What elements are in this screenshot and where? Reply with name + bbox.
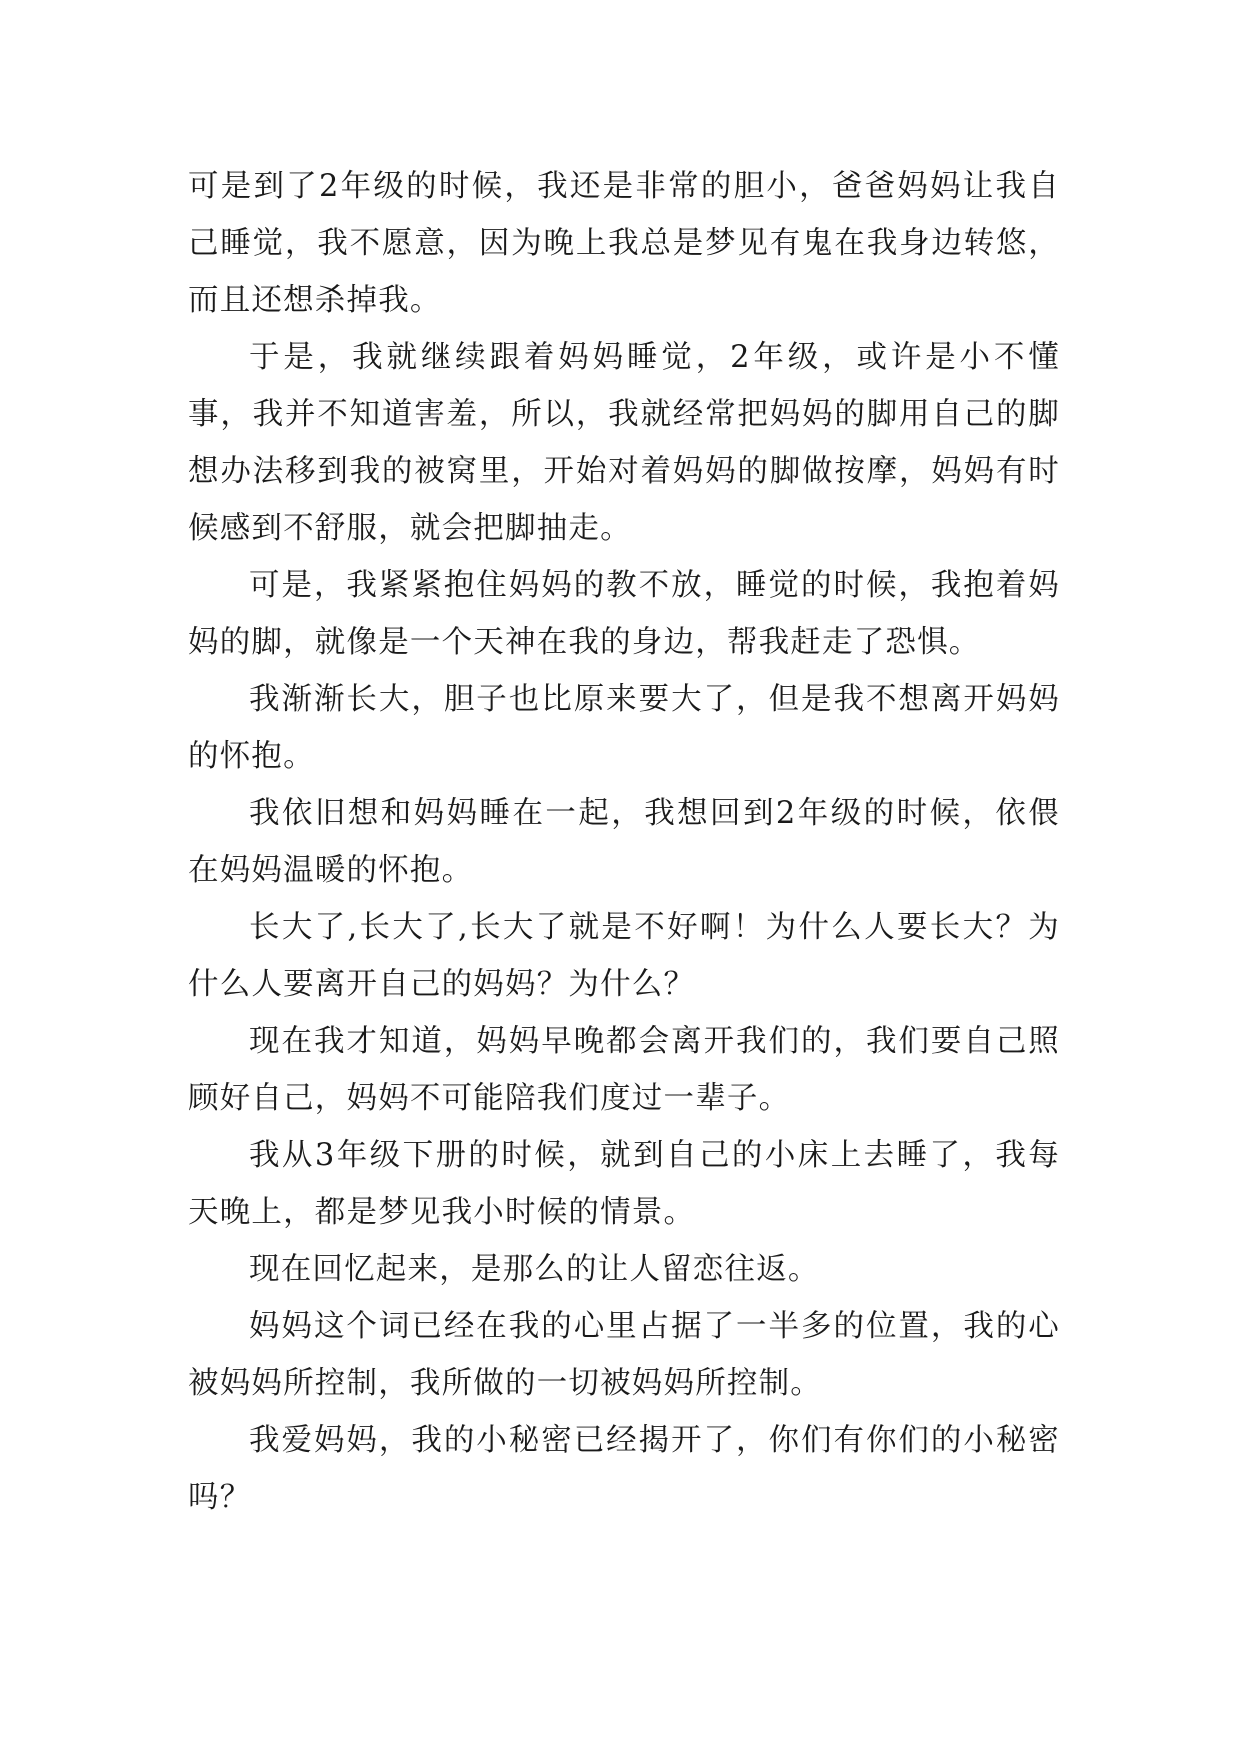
paragraph-4: 我渐渐长大，胆子也比原来要大了，但是我不想离开妈妈的怀抱。 [188, 682, 1060, 774]
paragraph-6: 长大了,长大了,长大了就是不好啊！为什么人要长大？为什么人要离开自己的妈妈？为什么？ [188, 910, 1060, 1002]
paragraph-5: 我依旧想和妈妈睡在一起，我想回到2年级的时候，依偎在妈妈温暖的怀抱。 [188, 796, 1060, 888]
paragraph-10: 妈妈这个词已经在我的心里占据了一半多的位置，我的心被妈妈所控制，我所做的一切被妈妈所控制。 [188, 1309, 1060, 1401]
paragraph-2: 于是，我就继续跟着妈妈睡觉，2年级，或许是小不懂事，我并不知道害羞，所以，我就经常把妈妈的脚用自己的脚想办法移到我的被窝里，开始对着妈妈的脚做按摩，妈妈有时候感到不舒服，就会把脚抽走。 [188, 340, 1060, 546]
paragraph-7: 现在我才知道，妈妈早晚都会离开我们的，我们要自己照顾好自己，妈妈不可能陪我们度过一辈子。 [188, 1024, 1060, 1116]
paragraph-9: 现在回忆起来，是那么的让人留恋往返。 [249, 1252, 820, 1287]
document-body [188, 158, 1060, 1526]
paragraph-3: 可是，我紧紧抱住妈妈的教不放，睡觉的时候，我抱着妈妈的脚，就像是一个天神在我的身边，帮我赶走了恐惧。 [188, 568, 1060, 660]
paragraph-8: 我从3年级下册的时候，就到自己的小床上去睡了，我每天晚上，都是梦见我小时候的情景。 [188, 1138, 1060, 1230]
paragraph-1: 可是到了2年级的时候，我还是非常的胆小，爸爸妈妈让我自己睡觉，我不愿意，因为晚上我总是梦见有鬼在我身边转悠，而且还想杀掉我。 [188, 169, 1060, 318]
paragraph-11: 我爱妈妈，我的小秘密已经揭开了，你们有你们的小秘密吗？ [188, 1423, 1060, 1515]
